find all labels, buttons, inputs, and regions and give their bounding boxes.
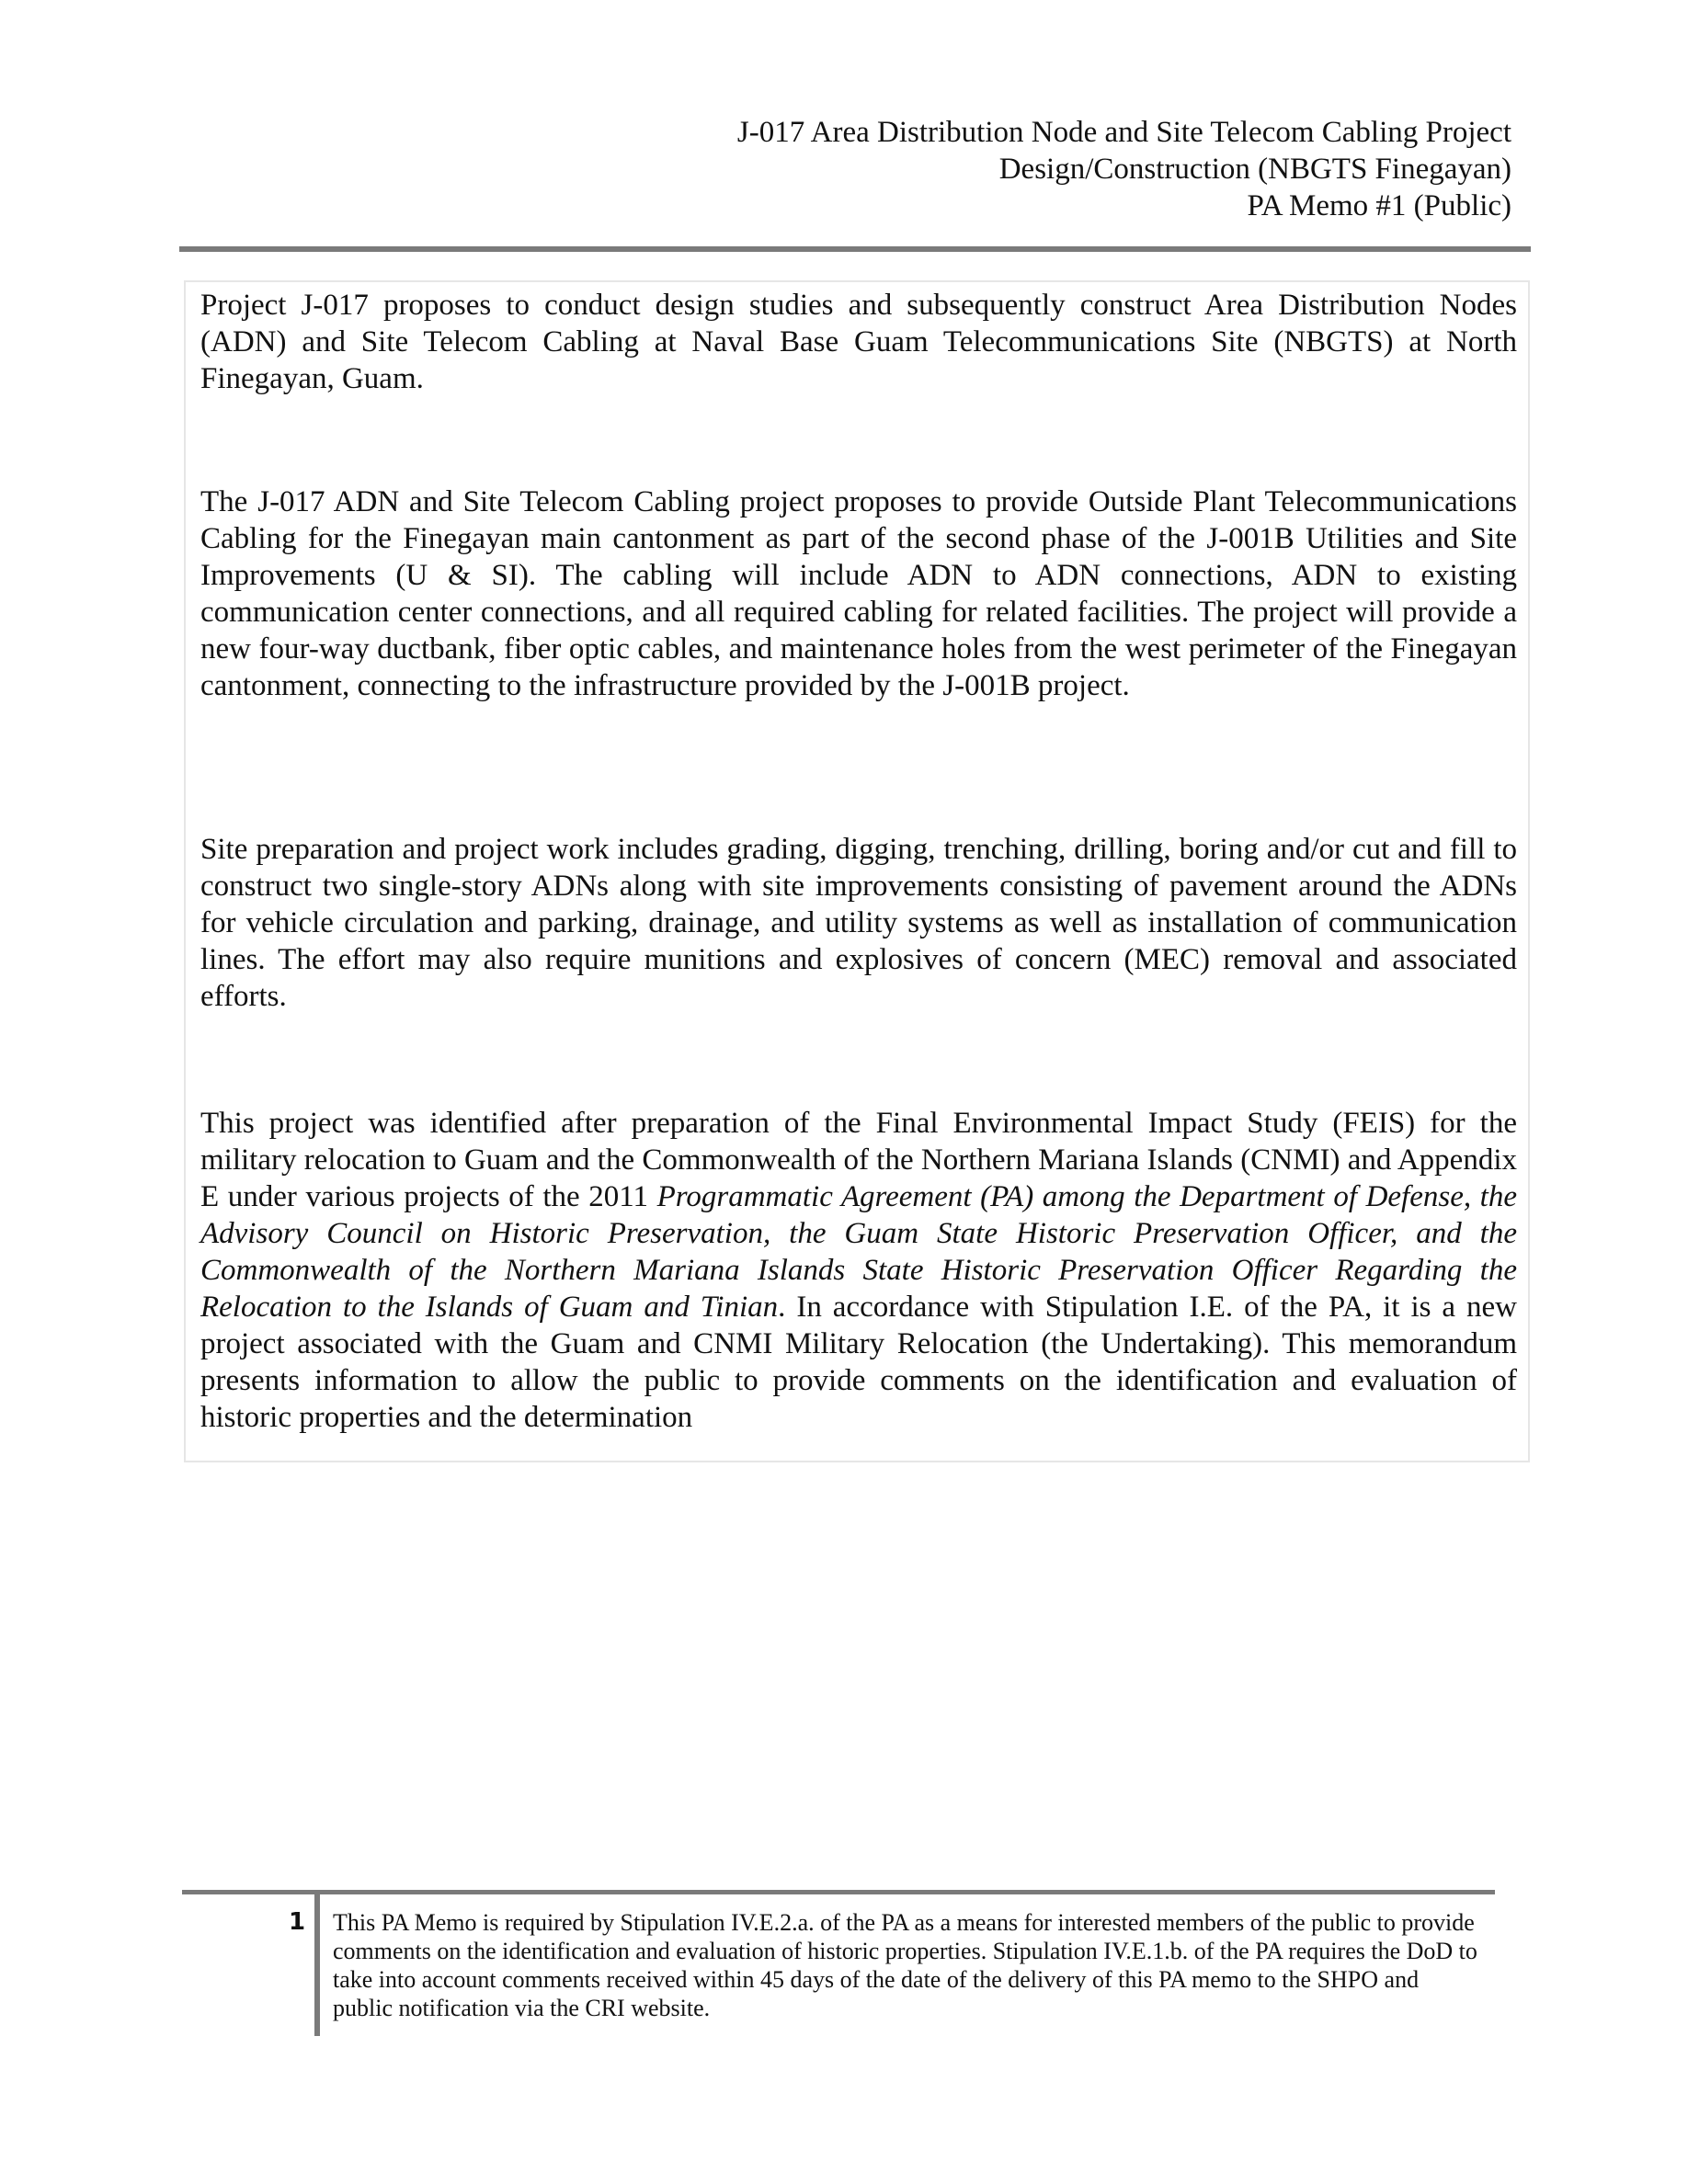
header-subtitle: Design/Construction (NBGTS Finegayan) <box>998 153 1511 186</box>
footnote-text: This PA Memo is required by Stipulation IV.E.2.a. of the PA as a means for interested members of the public to provide comments on the identification and evaluation of historic properties. Stipulation IV.E.1.b. of the PA requires the DoD to take into account comments received within 45 days of the date of the delivery of this PA memo to the SHPO and public notification via the CRI website. <box>333 1909 1477 2021</box>
header-memo-label: PA Memo #1 (Public) <box>1247 189 1511 222</box>
body-paragraph-1: Project J-017 proposes to conduct design studies and subsequently construct Area Distribution Nodes (ADN) and Site Telecom Cabling at Naval Base Guam Telecommunications Site (NBGTS) at North Finegayan, Guam. <box>200 289 1517 395</box>
body-paragraph-2: The J-017 ADN and Site Telecom Cabling project proposes to provide Outside Plant Telecommunications Cabling for the Finegayan main cantonment as part of the second phase of the J-001B Utilities and Site Improvements (U & SI). The cabling will include ADN to ADN connections, ADN to existing communication center connections, and all required cabling for related facilities. The project will provide a new four-way ductbank, fiber optic cables, and maintenance holes from the west perimeter of the Finegayan cantonment, connecting to the infrastructure provided by the J-001B project. <box>200 485 1517 702</box>
document-header <box>408 114 1511 224</box>
paragraph-4-intro: This project was identified after preparation of the Final Environmental Impact Study (FEIS) for the military relocation to Guam and the Commonwealth of the Northern Mariana Islands (CNMI) and Appendix E under various projects of the 2011 <box>200 1107 1517 1213</box>
body-paragraph-3: Site preparation and project work includes grading, digging, trenching, drilling, boring and/or cut and fill to construct two single-story ADNs along with site improvements consisting of pavement around the ADNs for vehicle circulation and parking, drainage, and utility systems as well as installation of communication lines. The effort may also require munitions and explosives of concern (MEC) removal and associated efforts. <box>200 833 1517 1013</box>
footnote-divider <box>182 1890 1495 1894</box>
footnote-vertical-rule <box>314 1894 320 2036</box>
body-paragraph-4 <box>200 1105 1517 1436</box>
header-divider <box>179 246 1531 252</box>
header-project-title: J-017 Area Distribution Node and Site Telecom Cabling Project <box>736 116 1511 149</box>
paragraph-4-continuation: . In accordance with Stipulation I.E. of the PA, it is a new project associated with the Guam and CNMI Military Relocation (the Undertaking). This memorandum presents information to allow the public to provide comments on the identification and evaluation of historic properties and the determination <box>200 1291 1517 1434</box>
footnote-number: 1 <box>289 1908 306 1936</box>
agreement-title: Programmatic Agreement (PA) among the Department of Defense, the Advisory Council on Historic Preservation, the Guam State Historic Preservation Officer, and the Commonwealth of the Northern Mariana Islands State Historic Preservation Officer Regarding the Relocation to the Islands of Guam and Tinian <box>200 1180 1518 1324</box>
